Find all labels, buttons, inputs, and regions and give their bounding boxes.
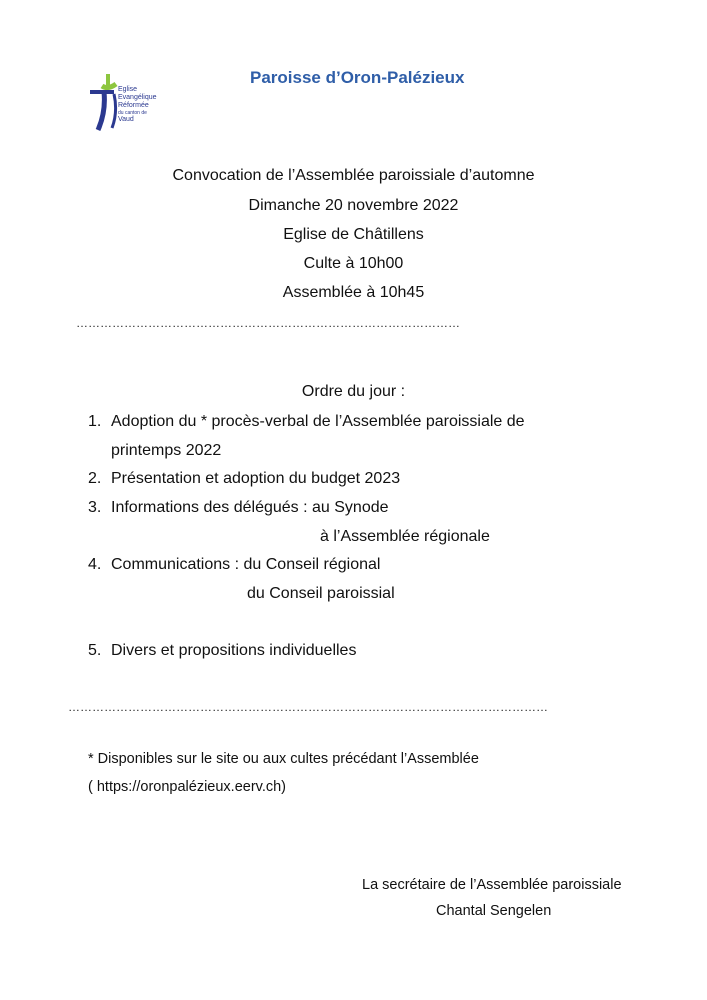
footnote-url: ( https://oronpalézieux.eerv.ch) <box>88 779 286 795</box>
signature-role: La secrétaire de l’Assemblée paroissiale <box>362 877 622 893</box>
agenda-item <box>88 412 648 432</box>
agenda-heading: Ordre du jour : <box>301 383 406 400</box>
agenda-item-number: 4. <box>88 556 102 573</box>
convocation-date: Dimanche 20 novembre 2022 <box>248 197 459 214</box>
agenda-item-continuation: à l’Assemblée régionale <box>320 528 490 545</box>
separator-dots: ………………………………………………………………………………………………………… <box>68 700 548 714</box>
page-title: Paroisse d’Oron-Palézieux <box>250 68 465 87</box>
agenda-item-text: Adoption du * procès-verbal de l’Assemblée paroissiale de <box>111 413 525 430</box>
agenda-item <box>88 469 648 489</box>
logo-line: Eglise <box>118 86 138 93</box>
agenda-item-continuation: printemps 2022 <box>111 442 222 459</box>
agenda-item-text: Informations des délégués : au Synode <box>111 499 389 516</box>
convocation-place: Eglise de Châtillens <box>283 226 424 243</box>
logo-line: du canton de <box>118 110 147 116</box>
agenda-item-number: 5. <box>88 642 102 659</box>
agenda-item-number: 2. <box>88 470 102 487</box>
logo-text <box>118 86 157 124</box>
signature-name: Chantal Sengelen <box>436 903 552 919</box>
separator-dots: …………………………………………………………………………………… <box>76 316 460 330</box>
logo-line: Evangélique <box>118 94 157 101</box>
agenda-item-number: 1. <box>88 413 102 430</box>
footnote-text: * Disponibles sur le site ou aux cultes précédant l’Assemblée <box>88 751 479 767</box>
church-logo <box>88 72 158 152</box>
convocation-assembly-time: Assemblée à 10h45 <box>282 284 425 301</box>
agenda-item <box>88 555 648 575</box>
agenda-item-number: 3. <box>88 499 102 516</box>
agenda-item <box>88 498 648 518</box>
agenda-item-continuation: du Conseil paroissial <box>247 585 395 602</box>
logo-line: Vaud <box>118 116 134 123</box>
convocation-title: Convocation de l’Assemblée paroissiale d’automne <box>172 167 535 184</box>
logo-line: Réformée <box>118 102 149 109</box>
agenda-item <box>88 641 648 661</box>
agenda-item-text: Divers et propositions individuelles <box>111 642 357 659</box>
agenda-item-text: Présentation et adoption du budget 2023 <box>111 470 401 487</box>
convocation-service-time: Culte à 10h00 <box>303 255 404 272</box>
agenda-item-text: Communications : du Conseil régional <box>111 556 381 573</box>
